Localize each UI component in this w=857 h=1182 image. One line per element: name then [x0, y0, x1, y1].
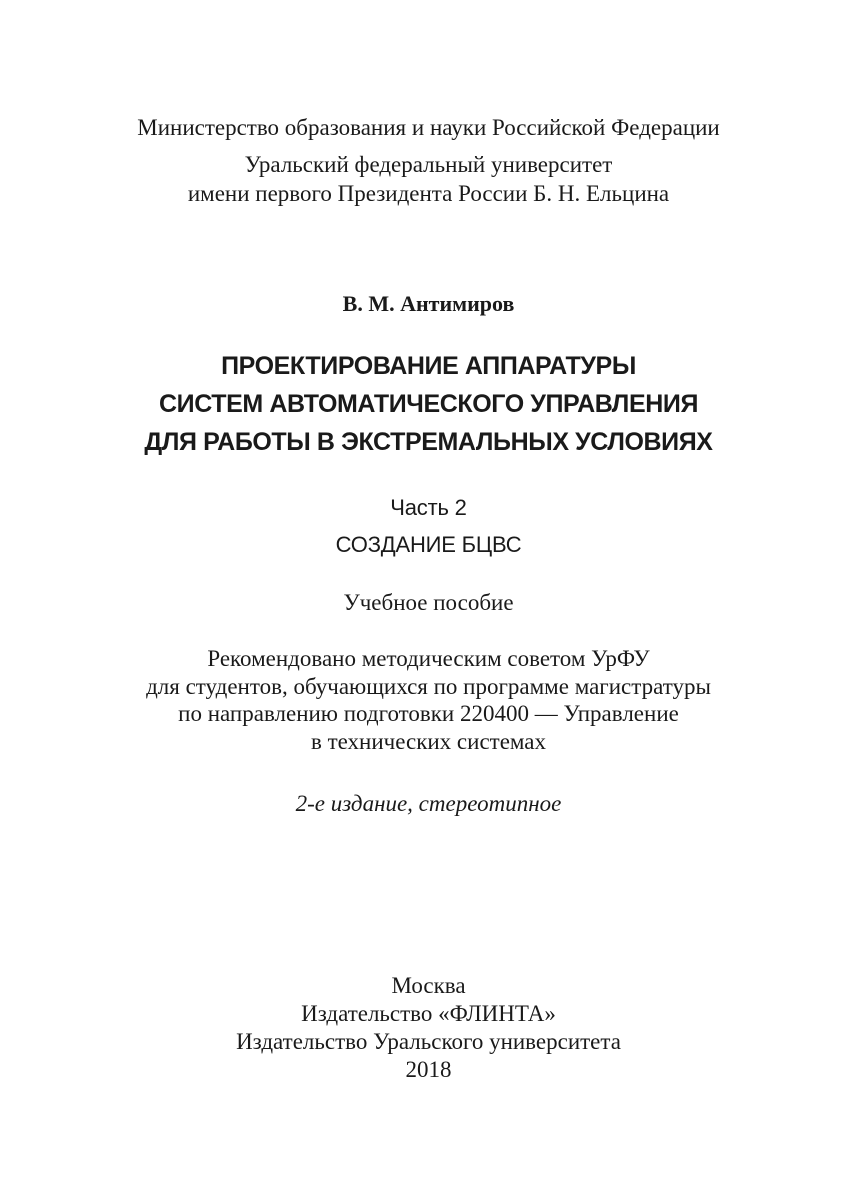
- author-name: В. М. Антимиров: [342, 291, 515, 316]
- recommendation-line-4: в технических системах: [310, 729, 547, 754]
- university-line-1: Уральский федеральный университет: [244, 152, 613, 177]
- imprint-publisher-1: Издательство «ФЛИНТА»: [301, 1001, 556, 1026]
- part-number: Часть 2: [390, 495, 467, 520]
- edition-note: 2-е издание, стереотипное: [295, 791, 562, 816]
- book-type: Учебное пособие: [343, 590, 514, 615]
- imprint-publisher-2: Издательство Уральского университета: [236, 1029, 621, 1054]
- recommendation-line-2: для студентов, обучающихся по программе магистратуры: [146, 674, 711, 699]
- recommendation-line-1: Рекомендовано методическим советом УрФУ: [207, 646, 650, 671]
- university-line-2: имени первого Президента России Б. Н. Ельцина: [187, 181, 670, 206]
- part-name: СОЗДАНИЕ БЦВС: [335, 532, 522, 557]
- book-title-line-3: ДЛЯ РАБОТЫ В ЭКСТРЕМАЛЬНЫХ УСЛОВИЯХ: [144, 428, 713, 456]
- imprint-city: Москва: [391, 973, 466, 998]
- book-title-line-1: ПРОЕКТИРОВАНИЕ АППАРАТУРЫ: [221, 352, 636, 380]
- book-title-line-2: СИСТЕМ АВТОМАТИЧЕСКОГО УПРАВЛЕНИЯ: [158, 390, 699, 418]
- recommendation-line-3: по направлению подготовки 220400 — Управление: [178, 701, 679, 726]
- ministry-line: Министерство образования и науки Российской Федерации: [137, 115, 720, 140]
- imprint-year: 2018: [405, 1057, 452, 1082]
